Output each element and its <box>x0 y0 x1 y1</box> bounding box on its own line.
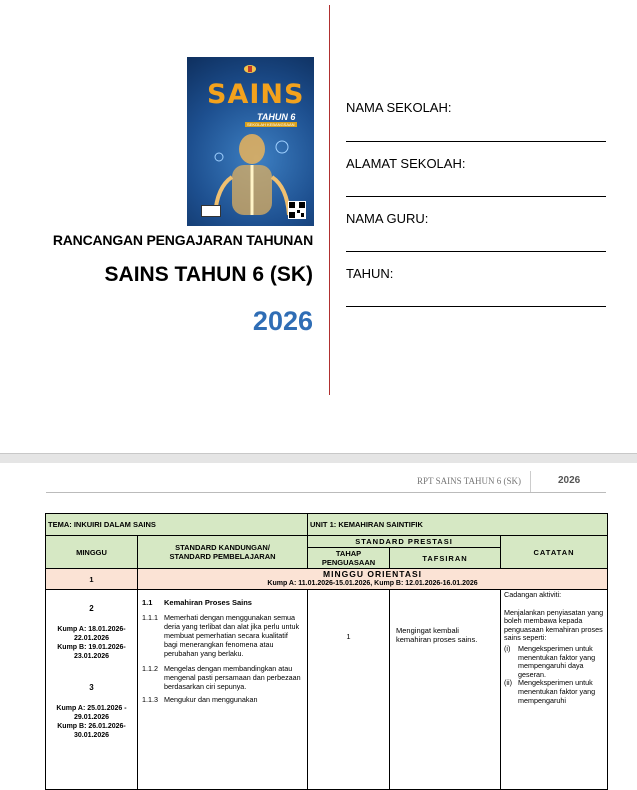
plan-title: RANCANGAN PENGAJARAN TAHUNAN <box>52 232 313 248</box>
year-label: TAHUN: <box>346 266 394 281</box>
header-separator <box>530 471 531 492</box>
learning-standard-number: 1.1.2 <box>142 664 158 673</box>
page-header-year: 2026 <box>558 475 581 486</box>
week2-group-a: Kump A: 18.01.2026-22.01.2026 <box>57 626 126 642</box>
crest-icon <box>239 64 261 74</box>
week3-group-a: Kump A: 25.01.2026 - 29.01.2026 <box>56 705 127 721</box>
week-header: MINGGU <box>46 536 138 569</box>
publisher-badge <box>201 205 221 217</box>
week3-group-b: Kump B: 26.01.2026-30.01.2026 <box>57 723 126 739</box>
anatomy-illustration <box>207 127 297 217</box>
teacher-name-label: NAMA GURU: <box>346 211 429 226</box>
learning-standard <box>142 613 303 658</box>
learning-standard-text: Memerhati dengan menggunakan semua deria yang terlibat dan alat jika perlu untuk membuat pemerhatian secara kualitatif bagi menerangkan fenomena atau perubahan yang berlaku. <box>164 613 300 658</box>
interpretation-header: TAFSIRAN <box>390 548 501 569</box>
textbook-cover-image <box>187 57 314 226</box>
standard-header: STANDARD KANDUNGAN/ STANDARD PEMBELAJARAN <box>138 536 308 569</box>
subject-title: SAINS TAHUN 6 (SK) <box>104 263 313 286</box>
activity-item <box>504 679 604 705</box>
activity-item <box>504 645 604 679</box>
book-title: SAINS <box>207 79 305 110</box>
notes-cell <box>501 590 608 790</box>
plan-page <box>0 463 637 754</box>
divider-line <box>329 5 330 395</box>
notes-body: Menjalankan penyiasatan yang boleh membawa kepada penguasaan kemahiran proses sains seperti: <box>504 607 604 643</box>
activity-number: (i) <box>504 643 511 653</box>
interpretation-cell: Mengingat kembali kemahiran proses sains. <box>390 590 501 790</box>
school-name-line[interactable] <box>346 141 606 142</box>
school-name-label: NAMA SEKOLAH: <box>346 100 452 115</box>
prestasi-header: STANDARD PRESTASI <box>308 536 501 548</box>
level-cell: 1 <box>308 590 390 790</box>
learning-standard-number: 1.1.1 <box>142 613 158 622</box>
learning-standard-number: 1.1.3 <box>142 695 158 704</box>
learning-standard <box>142 664 303 691</box>
notes-header: CATATAN <box>501 536 608 569</box>
learning-standard-text: Mengelas dengan membandingkan atau mengenal pasti persamaan dan perbezaan berdasarkan ciri sepunya. <box>164 664 301 691</box>
level-header: TAHAP PENGUASAAN <box>308 548 390 569</box>
plan-table <box>45 513 608 790</box>
book-year: TAHUN 6 <box>257 112 296 122</box>
week2-group-b: Kump B: 19.01.2026-23.01.2026 <box>57 644 126 660</box>
week2-number: 2 <box>89 604 94 613</box>
page-header-label: RPT SAINS TAHUN 6 (SK) <box>417 476 521 486</box>
standard-cell <box>138 590 308 790</box>
teacher-name-line[interactable] <box>346 251 606 252</box>
theme-row <box>46 514 608 536</box>
activity-number: (ii) <box>504 678 512 688</box>
notes-heading: Cadangan aktiviti: <box>504 590 562 599</box>
school-address-line[interactable] <box>346 196 606 197</box>
week-row <box>46 590 608 790</box>
orientation-cell <box>138 569 608 590</box>
content-standard-number: 1.1 <box>142 598 153 607</box>
unit-cell: UNIT 1: KEMAHIRAN SAINTIFIK <box>308 514 608 536</box>
orientation-title: MINGGU ORIENTASI <box>323 569 422 579</box>
plan-year: 2026 <box>252 306 313 336</box>
content-standard-title: Kemahiran Proses Sains <box>164 598 252 607</box>
learning-standard <box>142 695 303 704</box>
theme-cell: TEMA: INKUIRI DALAM SAINS <box>46 514 308 536</box>
header-row <box>46 536 608 548</box>
school-address-label: ALAMAT SEKOLAH: <box>346 156 466 171</box>
orientation-dates: Kump A: 11.01.2026-15.01.2026, Kump B: 12.01.2026-16.01.2026 <box>267 580 478 587</box>
orientation-week: 1 <box>46 569 138 590</box>
week-cell <box>46 590 138 790</box>
content-standard <box>142 598 303 607</box>
learning-standard-text: Mengukur dan menggunakan <box>164 695 258 704</box>
year-line[interactable] <box>346 306 606 307</box>
book-subtitle: SEKOLAH KEBANGSAAN <box>247 122 295 127</box>
week3-number: 3 <box>89 683 94 692</box>
activity-text: Mengeksperimen untuk menentukan faktor yang mempengaruhi <box>518 678 596 705</box>
orientation-row <box>46 569 608 590</box>
header-rule <box>46 492 606 493</box>
activity-text: Mengeksperimen untuk menentukan faktor yang mempengaruhi daya geseran. <box>518 643 596 679</box>
qr-code-icon <box>288 201 306 219</box>
